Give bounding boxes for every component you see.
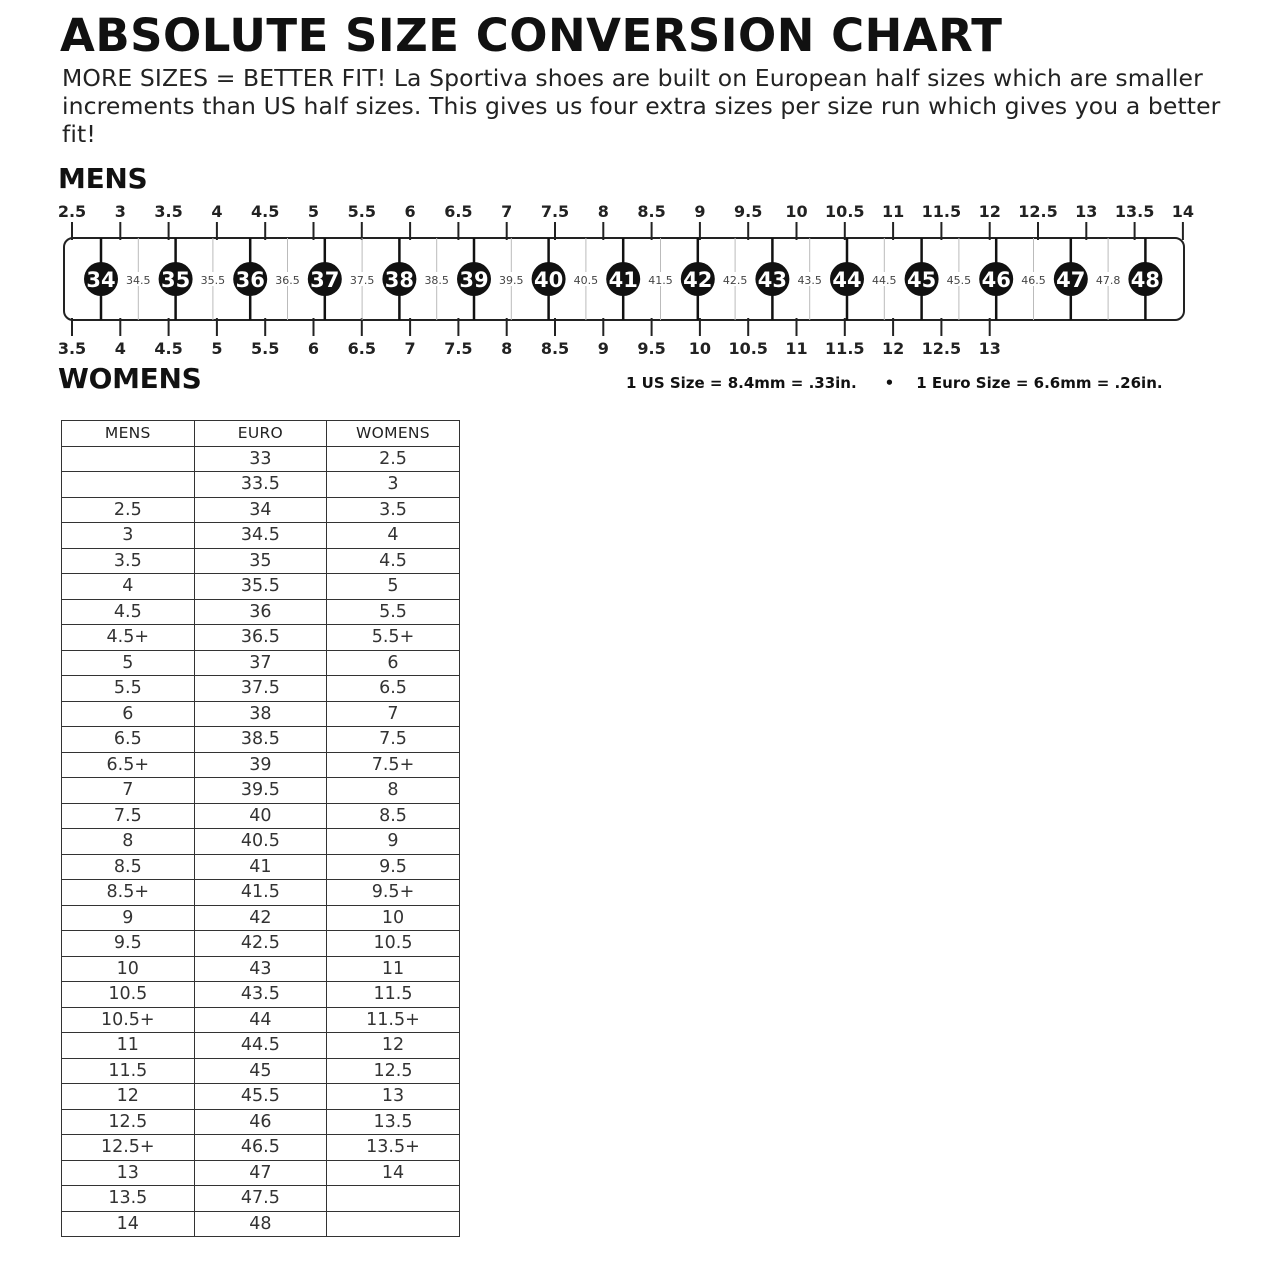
mens-tick-label: 3 xyxy=(114,202,126,221)
table-row xyxy=(62,1058,460,1084)
cell-euro: 41.5 xyxy=(194,880,327,906)
euro-whole-label: 46 xyxy=(981,268,1011,292)
cell-womens: 3 xyxy=(327,472,460,498)
mens-tick-label: 6.5 xyxy=(444,202,473,221)
table-row xyxy=(62,1211,460,1237)
cell-womens xyxy=(327,1211,460,1237)
table-row xyxy=(62,701,460,727)
cell-womens: 10.5 xyxy=(327,931,460,957)
euro-whole-label: 44 xyxy=(832,268,862,292)
bullet-separator: • xyxy=(884,374,895,392)
cell-mens xyxy=(62,446,195,472)
cell-mens: 4.5 xyxy=(62,599,195,625)
cell-euro: 39 xyxy=(194,752,327,778)
cell-mens: 12.5+ xyxy=(62,1135,195,1161)
cell-euro: 34.5 xyxy=(194,523,327,549)
cell-euro: 40 xyxy=(194,803,327,829)
cell-mens: 3 xyxy=(62,523,195,549)
table-row xyxy=(62,1084,460,1110)
mens-tick-label: 11 xyxy=(881,202,905,221)
cell-euro: 36.5 xyxy=(194,625,327,651)
euro-whole-label: 38 xyxy=(384,268,415,292)
table-row xyxy=(62,625,460,651)
euro-whole-label: 48 xyxy=(1130,268,1161,292)
euro-half-label: 47.8 xyxy=(1095,274,1121,287)
womens-tick-label: 9 xyxy=(597,339,609,358)
cell-euro: 41 xyxy=(194,854,327,880)
womens-tick-label: 13 xyxy=(978,339,1001,358)
cell-euro: 43 xyxy=(194,956,327,982)
cell-euro: 44.5 xyxy=(194,1033,327,1059)
header-euro: EURO xyxy=(194,421,327,447)
mens-tick-label: 3.5 xyxy=(154,202,183,221)
cell-euro: 33.5 xyxy=(194,472,327,498)
cell-womens: 5.5+ xyxy=(327,625,460,651)
euro-whole-label: 34 xyxy=(86,268,116,292)
mens-tick-label: 12 xyxy=(978,202,1001,221)
cell-mens: 6.5 xyxy=(62,727,195,753)
cell-mens: 10 xyxy=(62,956,195,982)
table-row xyxy=(62,829,460,855)
table-row xyxy=(62,1033,460,1059)
cell-euro: 37 xyxy=(194,650,327,676)
cell-mens: 2.5 xyxy=(62,497,195,523)
cell-euro: 36 xyxy=(194,599,327,625)
euro-size-conversion: 1 Euro Size = 6.6mm = .26in. xyxy=(916,374,1163,392)
womens-tick-label: 11 xyxy=(785,339,808,358)
cell-mens: 9.5 xyxy=(62,931,195,957)
cell-womens: 14 xyxy=(327,1160,460,1186)
euro-whole-label: 37 xyxy=(310,268,340,292)
page-title: ABSOLUTE SIZE CONVERSION CHART xyxy=(60,9,1003,62)
mens-tick-label: 13.5 xyxy=(1114,202,1155,221)
cell-womens: 4 xyxy=(327,523,460,549)
cell-mens: 5 xyxy=(62,650,195,676)
cell-euro: 39.5 xyxy=(194,778,327,804)
euro-half-label: 34.5 xyxy=(126,274,151,287)
cell-womens: 4.5 xyxy=(327,548,460,574)
womens-tick-label: 5 xyxy=(211,339,223,358)
table-row xyxy=(62,1109,460,1135)
womens-tick-label: 10.5 xyxy=(728,339,768,358)
cell-womens xyxy=(327,1186,460,1212)
cell-mens: 10.5 xyxy=(62,982,195,1008)
euro-half-label: 46.5 xyxy=(1021,274,1046,287)
table-row xyxy=(62,1007,460,1033)
cell-euro: 34 xyxy=(194,497,327,523)
euro-whole-label: 47 xyxy=(1056,268,1086,292)
us-size-conversion: 1 US Size = 8.4mm = .33in. xyxy=(626,374,857,392)
mens-tick-label: 9.5 xyxy=(734,202,763,221)
table-row xyxy=(62,472,460,498)
table-row xyxy=(62,982,460,1008)
euro-whole-label: 35 xyxy=(160,268,191,292)
cell-mens: 11 xyxy=(62,1033,195,1059)
table-row xyxy=(62,523,460,549)
cell-womens: 11.5 xyxy=(327,982,460,1008)
cell-euro: 42 xyxy=(194,905,327,931)
table-row xyxy=(62,599,460,625)
size-ruler-graphic xyxy=(0,0,1280,420)
table-row xyxy=(62,1186,460,1212)
cell-womens: 7.5+ xyxy=(327,752,460,778)
womens-tick-label: 5.5 xyxy=(251,339,280,358)
mens-tick-label: 5 xyxy=(307,202,320,221)
cell-womens: 12.5 xyxy=(327,1058,460,1084)
cell-euro: 42.5 xyxy=(194,931,327,957)
table-row xyxy=(62,574,460,600)
mens-tick-label: 2.5 xyxy=(57,202,87,221)
cell-womens: 6 xyxy=(327,650,460,676)
womens-tick-label: 12 xyxy=(881,339,905,358)
mens-tick-label: 4 xyxy=(211,202,223,221)
womens-tick-label: 4.5 xyxy=(154,339,183,358)
euro-whole-label: 39 xyxy=(459,268,489,292)
cell-mens: 3.5 xyxy=(62,548,195,574)
womens-tick-label: 3.5 xyxy=(57,339,87,358)
mens-tick-label: 13 xyxy=(1075,202,1098,221)
cell-mens: 4 xyxy=(62,574,195,600)
cell-womens: 13.5 xyxy=(327,1109,460,1135)
cell-mens: 5.5 xyxy=(62,676,195,702)
table-header-row xyxy=(62,421,460,447)
cell-euro: 46 xyxy=(194,1109,327,1135)
intro-paragraph: MORE SIZES = BETTER FIT! La Sportiva shoes are built on European half sizes which are smaller increments than US half sizes. This gives us four extra sizes per size run which gives you a better fit! xyxy=(62,64,1221,148)
table-row xyxy=(62,676,460,702)
womens-tick-label: 10 xyxy=(688,339,712,358)
cell-mens: 10.5+ xyxy=(62,1007,195,1033)
womens-tick-label: 8.5 xyxy=(540,339,570,358)
cell-womens: 8 xyxy=(327,778,460,804)
mens-tick-label: 6 xyxy=(404,202,416,221)
cell-euro: 44 xyxy=(194,1007,327,1033)
cell-womens: 2.5 xyxy=(327,446,460,472)
cell-womens: 13.5+ xyxy=(327,1135,460,1161)
cell-euro: 47.5 xyxy=(194,1186,327,1212)
euro-half-label: 38.5 xyxy=(424,274,449,287)
cell-womens: 7 xyxy=(327,701,460,727)
cell-mens: 14 xyxy=(62,1211,195,1237)
cell-mens: 12.5 xyxy=(62,1109,195,1135)
cell-mens: 13.5 xyxy=(62,1186,195,1212)
womens-tick-label: 11.5 xyxy=(825,339,865,358)
euro-whole-label: 43 xyxy=(757,268,788,292)
cell-womens: 10 xyxy=(327,905,460,931)
table-row xyxy=(62,778,460,804)
euro-half-label: 35.5 xyxy=(200,274,226,287)
cell-euro: 43.5 xyxy=(194,982,327,1008)
cell-mens: 12 xyxy=(62,1084,195,1110)
mens-tick-label: 4.5 xyxy=(251,202,280,221)
cell-mens: 7 xyxy=(62,778,195,804)
cell-mens: 8 xyxy=(62,829,195,855)
cell-mens: 8.5+ xyxy=(62,880,195,906)
euro-whole-label: 40 xyxy=(533,268,564,292)
womens-tick-label: 7.5 xyxy=(444,339,473,358)
table-row xyxy=(62,1135,460,1161)
mens-tick-label: 10.5 xyxy=(825,202,865,221)
cell-womens: 7.5 xyxy=(327,727,460,753)
cell-euro: 35 xyxy=(194,548,327,574)
euro-half-label: 41.5 xyxy=(648,274,673,287)
cell-womens: 9 xyxy=(327,829,460,855)
table-row xyxy=(62,803,460,829)
mens-tick-label: 11.5 xyxy=(921,202,962,221)
cell-mens: 9 xyxy=(62,905,195,931)
cell-euro: 48 xyxy=(194,1211,327,1237)
table-row xyxy=(62,905,460,931)
euro-whole-label: 45 xyxy=(906,268,937,292)
cell-euro: 45.5 xyxy=(194,1084,327,1110)
table-row xyxy=(62,854,460,880)
table-row xyxy=(62,1160,460,1186)
cell-euro: 35.5 xyxy=(194,574,327,600)
cell-mens xyxy=(62,472,195,498)
cell-euro: 46.5 xyxy=(194,1135,327,1161)
womens-tick-label: 4 xyxy=(114,339,126,358)
euro-half-label: 45.5 xyxy=(946,274,972,287)
cell-mens: 13 xyxy=(62,1160,195,1186)
size-ruler xyxy=(0,0,1280,420)
cell-euro: 40.5 xyxy=(194,829,327,855)
mens-tick-label: 14 xyxy=(1171,202,1195,221)
header-mens: MENS xyxy=(62,421,195,447)
cell-euro: 47 xyxy=(194,1160,327,1186)
mens-tick-label: 9 xyxy=(694,202,706,221)
table-row xyxy=(62,548,460,574)
cell-womens: 3.5 xyxy=(327,497,460,523)
cell-mens: 6.5+ xyxy=(62,752,195,778)
table-row xyxy=(62,931,460,957)
womens-tick-label: 6 xyxy=(307,339,320,358)
womens-tick-label: 8 xyxy=(501,339,513,358)
womens-label: WOMENS xyxy=(58,362,202,395)
euro-half-label: 40.5 xyxy=(573,274,599,287)
mens-tick-label: 10 xyxy=(785,202,808,221)
mens-label: MENS xyxy=(58,162,148,195)
mens-tick-label: 5.5 xyxy=(347,202,376,221)
euro-half-label: 44.5 xyxy=(872,274,897,287)
cell-womens: 6.5 xyxy=(327,676,460,702)
cell-mens: 6 xyxy=(62,701,195,727)
header-womens: WOMENS xyxy=(327,421,460,447)
table-row xyxy=(62,497,460,523)
cell-womens: 9.5 xyxy=(327,854,460,880)
euro-half-label: 43.5 xyxy=(797,274,822,287)
cell-euro: 38.5 xyxy=(194,727,327,753)
table-row xyxy=(62,446,460,472)
size-conversion-table xyxy=(61,420,460,1237)
table-row xyxy=(62,752,460,778)
cell-womens: 9.5+ xyxy=(327,880,460,906)
cell-womens: 5 xyxy=(327,574,460,600)
cell-euro: 38 xyxy=(194,701,327,727)
mens-tick-label: 8 xyxy=(597,202,609,221)
womens-tick-label: 12.5 xyxy=(921,339,962,358)
cell-euro: 33 xyxy=(194,446,327,472)
cell-womens: 11 xyxy=(327,956,460,982)
mens-tick-label: 8.5 xyxy=(637,202,666,221)
euro-half-label: 37.5 xyxy=(349,274,375,287)
table-row xyxy=(62,880,460,906)
cell-womens: 12 xyxy=(327,1033,460,1059)
womens-tick-label: 7 xyxy=(404,339,416,358)
cell-womens: 8.5 xyxy=(327,803,460,829)
mens-tick-label: 7 xyxy=(501,202,513,221)
mens-tick-label: 7.5 xyxy=(540,202,570,221)
conversion-note xyxy=(626,374,1163,392)
cell-mens: 11.5 xyxy=(62,1058,195,1084)
cell-womens: 13 xyxy=(327,1084,460,1110)
euro-half-label: 42.5 xyxy=(722,274,748,287)
table-row xyxy=(62,956,460,982)
cell-mens: 8.5 xyxy=(62,854,195,880)
cell-womens: 11.5+ xyxy=(327,1007,460,1033)
euro-whole-label: 41 xyxy=(608,268,638,292)
euro-half-label: 39.5 xyxy=(499,274,524,287)
womens-tick-label: 6.5 xyxy=(347,339,376,358)
cell-mens: 4.5+ xyxy=(62,625,195,651)
cell-mens: 7.5 xyxy=(62,803,195,829)
table-row xyxy=(62,727,460,753)
cell-euro: 37.5 xyxy=(194,676,327,702)
table-row xyxy=(62,650,460,676)
euro-half-label: 36.5 xyxy=(275,274,300,287)
cell-euro: 45 xyxy=(194,1058,327,1084)
womens-tick-label: 9.5 xyxy=(637,339,666,358)
mens-tick-label: 12.5 xyxy=(1018,202,1058,221)
euro-whole-label: 42 xyxy=(683,268,713,292)
euro-whole-label: 36 xyxy=(235,268,265,292)
cell-womens: 5.5 xyxy=(327,599,460,625)
